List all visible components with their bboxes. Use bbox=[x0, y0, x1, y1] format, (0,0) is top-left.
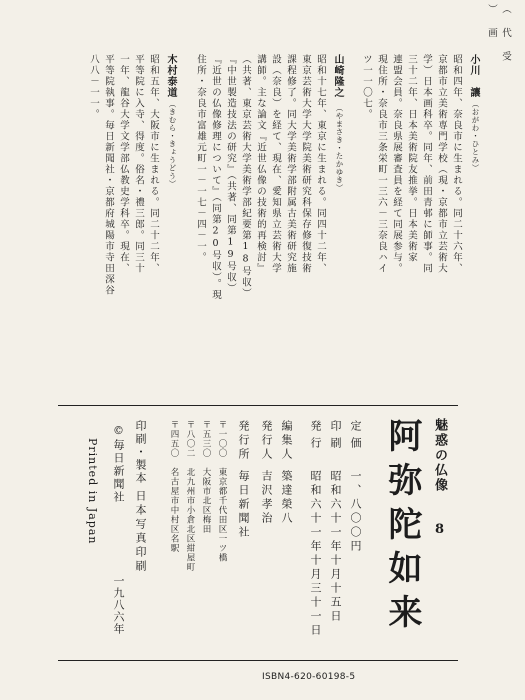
bio-line: 学）日本画科卒。同年、前田青邨に師事。同 bbox=[421, 54, 432, 274]
issuer-label: 発行人 bbox=[260, 420, 273, 462]
bio-line: 講師。主な論文『近世仏像の技術的再検討』 bbox=[255, 54, 266, 274]
editor-label: 編集人 bbox=[280, 420, 293, 462]
printed-in-japan: Printed in Japan bbox=[86, 438, 99, 545]
bio-line: 昭和五年、大阪市に生まれる。同二十二年、 bbox=[148, 54, 159, 274]
printer-name: 日本写真印刷 bbox=[134, 490, 147, 574]
printing-label: 印刷・製本 bbox=[134, 420, 147, 485]
author-name: 小川 讓 bbox=[468, 54, 479, 98]
bio-line: （共著、東京芸術大学美術学部紀要第18号収） bbox=[240, 54, 251, 299]
issued-date: 昭和六十一年十月三十一日 bbox=[309, 470, 322, 638]
isbn: ISBN4-620-60198-5 bbox=[262, 672, 356, 682]
publisher-name: 毎日新聞社 bbox=[237, 470, 250, 540]
author-name: 山崎隆之 bbox=[332, 54, 343, 98]
colophon-top-rule bbox=[58, 405, 458, 406]
bio-line: ツ一一〇七。 bbox=[361, 54, 372, 120]
author-reading: （やまさき・たかゆき） bbox=[335, 104, 344, 192]
address-line: 〒八〇二 北九州市小倉北区紺屋町 bbox=[185, 420, 195, 572]
author-reading: （おがわ・ひとみ） bbox=[471, 100, 480, 172]
copyright-year: 一九八六年 bbox=[112, 575, 125, 635]
bio-line: 連盟会員。奈良県展審査員を経て同展参与。 bbox=[391, 54, 402, 274]
bio-line: 八八－一一。 bbox=[88, 54, 99, 120]
address-line: 〒四五〇 名古屋市中村区名駅 bbox=[169, 420, 179, 553]
bio-line: 住所・奈良市富雄元町一－一七－四－一。 bbox=[195, 54, 206, 263]
author-name: 木村泰道 bbox=[165, 54, 176, 98]
header-fragment-1: （ 代 受 bbox=[500, 4, 511, 62]
address-line: 〒五三〇 大阪市北区梅田 bbox=[201, 420, 211, 534]
address-line: 〒一〇〇 東京都千代田区一ツ橋 bbox=[217, 420, 227, 563]
author-reading: （きむら・きょうどう） bbox=[168, 100, 177, 188]
bio-line: 京都市立美術専門学校（現・京都市立芸術大 bbox=[436, 54, 447, 274]
bio-line: 昭和四年、奈良市に生まれる。同二十六年、 bbox=[451, 54, 462, 274]
copyright: ©毎日新聞社 bbox=[112, 424, 125, 504]
printed-label: 印刷 bbox=[329, 420, 342, 454]
bio-line: 三十二年、日本美術院友推挙。日本美術家 bbox=[406, 54, 417, 263]
book-title: 阿弥陀如来 bbox=[382, 418, 422, 638]
bio-line: 『中世製造技法の研究』（共著、同第19号収） bbox=[225, 54, 236, 295]
bio-line: 一年、龍谷大学文学部仏教史学科卒。現在、 bbox=[118, 54, 129, 274]
bio-line: 現住所・奈良市三条栄町一三六－三奈良ハイ bbox=[376, 54, 387, 274]
issuer-name: 吉沢孝治 bbox=[260, 470, 273, 526]
issued-label: 発行 bbox=[309, 420, 322, 454]
series-name: 魅惑の仏像 bbox=[432, 418, 447, 493]
colophon-bottom-rule bbox=[58, 660, 458, 661]
price-label: 定価 bbox=[349, 420, 362, 454]
series-title bbox=[430, 418, 449, 539]
bio-line: 『近世の仏像修理について』（同第20号収）。現 bbox=[210, 54, 221, 301]
price-value: 一、八〇〇円 bbox=[349, 470, 362, 554]
bio-line: 平等院に入寺、得度。俗名・禮三郎。同三十 bbox=[133, 54, 144, 274]
printed-date: 昭和六十一年十月十五日 bbox=[329, 470, 342, 624]
header-fragment-2: ） 画 bbox=[486, 4, 497, 39]
bio-line: 設（奈良）を経て、現在、愛知県立芸術大学 bbox=[270, 54, 281, 274]
bio-line: 昭和十七年、東京に生まれる。同四十二年、 bbox=[315, 54, 326, 274]
bio-line: 東京芸術大学大学院美術研究科保存修復技術 bbox=[300, 54, 311, 274]
publisher-label: 発行所 bbox=[237, 420, 250, 462]
bio-line: 課程修了。同大学美術学部附属古美術研究施 bbox=[285, 54, 296, 274]
editor-name: 築達榮八 bbox=[280, 470, 293, 526]
bio-line: 平等院執事。毎日新聞社・京都府城陽市寺田深谷 bbox=[103, 54, 114, 296]
series-volume: 8 bbox=[432, 522, 447, 539]
